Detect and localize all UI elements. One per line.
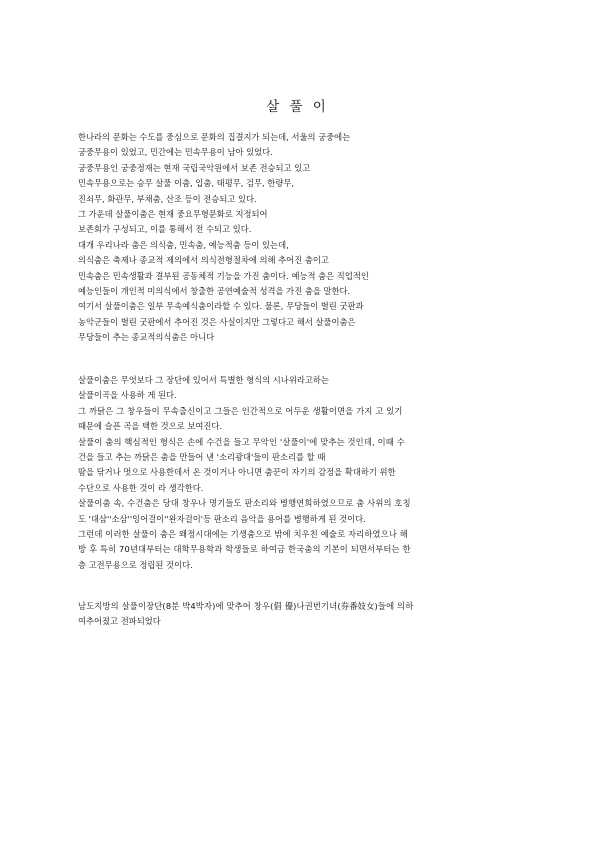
text-line: 민속무용으로는 승무 살풀 이춤, 입춤, 태평무, 검무, 한량무, xyxy=(78,178,294,189)
text-line: 궁중무용이 있었고, 민간에는 민속무용이 남아 있었다. xyxy=(78,147,273,158)
text-line: 방 후 특히 70년대부터는 대학무용학과 학생들로 하여금 한국춤의 기본이 되면서부터는 한 xyxy=(78,544,411,555)
text-line: 살풀이곡을 사용하 게 된다. xyxy=(78,390,177,401)
text-line: 그 가운데 살풀이춤은 현재 중요무형문화로 지정되어 xyxy=(78,208,268,219)
text-line: 여추어졌고 전파되었다 xyxy=(78,616,161,627)
text-line: 농악군들이 벌린 굿판에서 추어진 것은 사실이지만 그렇다고 해서 살풀이춤은 xyxy=(78,316,356,327)
text-line: 궁중무용인 궁중정재는 현재 국립국악원에서 보존 전승되고 있고 xyxy=(78,162,311,173)
text-line: 그런데 이러한 살풀이 춤은 왜정시대에는 기생춤으로 밖에 치우친 예술로 자리하였으나 해 xyxy=(78,528,408,539)
text-line: 진쇠무, 화관무, 부채춤, 산조 등이 전승되고 있다. xyxy=(78,193,257,204)
text-line: 그 까닭은 그 창우들이 무속출신이고 그들은 인간적으로 어두운 생활이면을 가지 고 있기 xyxy=(78,405,403,416)
text-line: 민속춤은 민속생활과 결부된 공동체적 기능을 가진 춤이다. 예능적 춤은 직업적인 xyxy=(78,270,369,281)
paragraph-salpuri-music xyxy=(78,373,522,573)
text-line: 예능인들이 개인적 미의식에서 창출한 공연예술적 성격을 가진 춤을 말한다. xyxy=(78,285,351,296)
text-line: 살풀이춤은 무엇보다 그 장단에 있어서 특별한 형식의 시나위라고하는 xyxy=(78,375,329,385)
document-title: 살 풀 이 xyxy=(266,99,329,115)
text-line: 살풀이춤 속, 수건춤은 당대 창우나 명기들도 판소리와 병행연희하였으므로 춤 사위의 호칭 xyxy=(78,498,411,509)
text-line: 땀을 닦거나 멋으로 사용한데서 온 것이거나 아니면 춤꾼이 자기의 감정을 확대하기 위한 xyxy=(78,467,396,478)
text-line: 대개 우리나라 춤은 의식춤, 민속춤, 예능적춤 등이 있는데, xyxy=(78,239,289,250)
paragraph-intro xyxy=(78,130,522,345)
text-line: 도 '대삼''소삼''잉어걸이''완자걸이'등 판소리 음악을 용어를 병행하게 된 것이다. xyxy=(78,513,366,524)
text-line: 수단으로 사용한 것이 라 생각한다. xyxy=(78,482,204,493)
text-line: 건을 들고 추는 까닭은 춤을 만들어 낸 '소리광대'들이 판소리를 할 때 xyxy=(78,451,326,462)
text-line: 남도지방의 살풀이장단(8분 박4박자)에 맞추어 창우(倡 優)나권번기녀(券番妓女)들에 의하 xyxy=(78,601,414,611)
text-line: 의식춤은 축제나 종교적 제의에서 의식전형절차에 의해 추어진 춤이고 xyxy=(78,255,329,266)
text-line: 살풀이 춤의 핵심적인 형식은 손에 수건을 들고 무악인 '살풀이'에 맞추는 것인데, 이때 수 xyxy=(78,436,405,447)
text-line: 여기서 살풀이춤은 일부 무속예식춤이라할 수 있다. 물론, 무당들이 벌린 굿판과 xyxy=(78,301,364,312)
text-line: 층 고전무용으로 정립된 것이다. xyxy=(78,559,193,570)
paragraph-namdo xyxy=(78,599,522,630)
text-line: 때문에 슬픈 곡을 택한 것으로 보여진다. xyxy=(78,421,223,432)
text-line: 한나라의 문화는 수도를 중심으로 문화의 집결지가 되는데, 서울의 궁중에는 xyxy=(78,132,351,142)
text-line: 무당들이 추는 종교적의식춤은 아니다 xyxy=(78,332,215,343)
text-line: 보존회가 구성되고, 이를 통해서 전 수되고 있다. xyxy=(78,224,252,235)
